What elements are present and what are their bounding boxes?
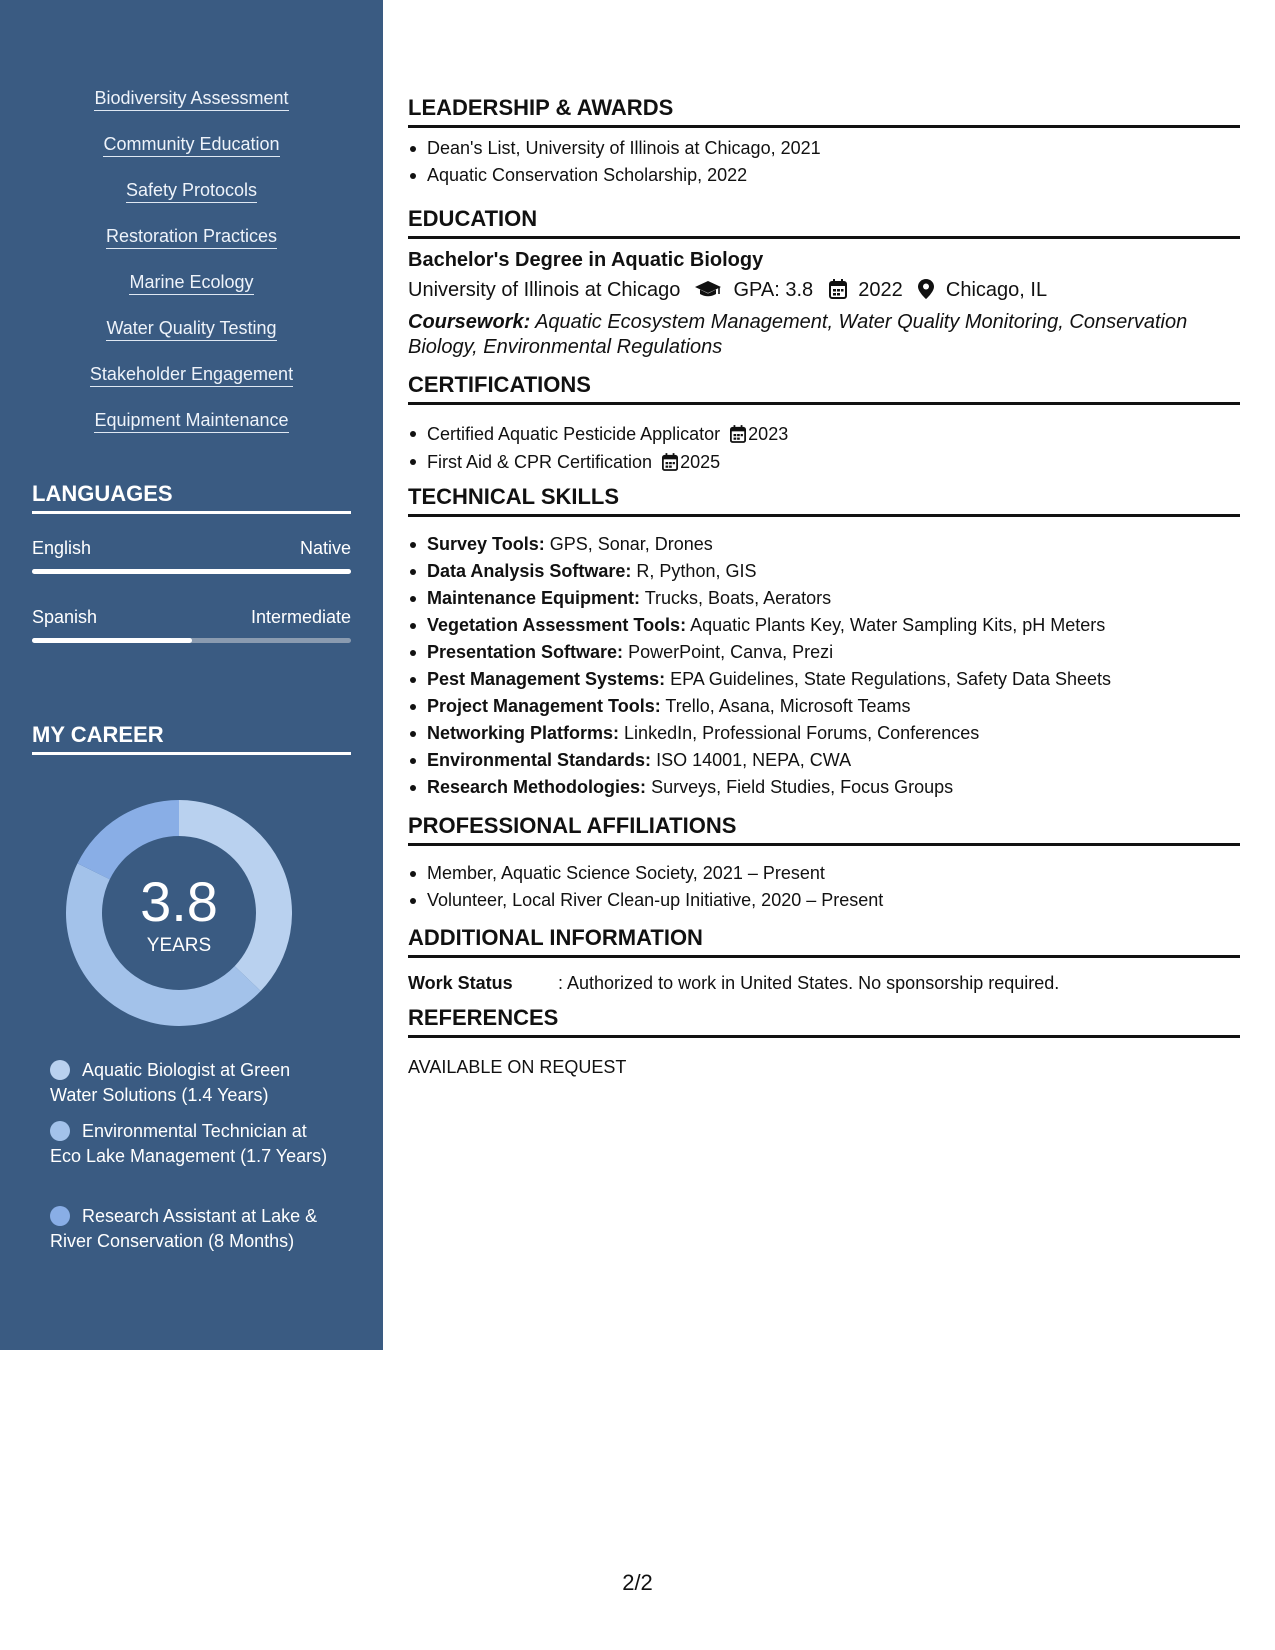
skills-list: [0, 86, 383, 454]
education-details: [408, 279, 1047, 302]
skill-item: Marine Ecology: [129, 270, 253, 295]
skill-value: Aquatic Plants Key, Water Sampling Kits, pH Meters: [690, 615, 1106, 635]
affiliations-list: [408, 860, 1240, 914]
additional-info-heading: ADDITIONAL INFORMATION: [408, 924, 1240, 958]
language-name: English: [32, 538, 92, 558]
skill-label: Environmental Standards:: [427, 750, 652, 770]
legend-dot: [50, 1121, 70, 1141]
skill-item: Community Education: [103, 132, 279, 157]
skill-value: Trucks, Boats, Aerators: [644, 588, 832, 608]
degree-title: Bachelor's Degree in Aquatic Biology: [408, 249, 764, 271]
page-number: 2/2: [622, 1570, 653, 1595]
list-item: Member, Aquatic Science Society, 2021 – Present: [408, 860, 1240, 887]
skill-item: Restoration Practices: [106, 224, 277, 249]
work-status-label: Work Status: [408, 973, 513, 993]
career-heading: MY CAREER: [32, 722, 351, 755]
list-item: [408, 693, 1240, 720]
list-item: [408, 531, 1240, 558]
skill-item: Water Quality Testing: [106, 316, 276, 341]
language-level: Native: [299, 538, 351, 558]
education-heading: EDUCATION: [408, 205, 1240, 239]
list-item: [408, 639, 1240, 666]
skill-item: Biodiversity Assessment: [94, 86, 288, 111]
career-unit: YEARS: [146, 935, 212, 956]
sidebar: [0, 0, 383, 1350]
coursework: [408, 310, 1240, 360]
skill-item: Stakeholder Engagement: [90, 362, 293, 387]
list-item: [408, 558, 1240, 585]
technical-skills-list: [408, 531, 1240, 801]
donut-center: [66, 800, 292, 1026]
calendar-icon: [652, 452, 680, 472]
skill-label: Presentation Software:: [427, 642, 624, 662]
location-pin-icon: [918, 279, 940, 301]
career-item-label: Research Assistant at Lake & River Conservation (8 Months): [50, 1206, 318, 1251]
references-value: AVAILABLE ON REQUEST: [408, 1057, 627, 1077]
language-name: Spanish: [32, 607, 98, 627]
language-row: [32, 607, 351, 628]
certifications-list: [408, 420, 1240, 476]
leadership-heading: LEADERSHIP & AWARDS: [408, 94, 1240, 128]
legend-dot: [50, 1206, 70, 1226]
skill-value: PowerPoint, Canva, Prezi: [628, 642, 834, 662]
career-total: 3.8: [140, 870, 218, 933]
list-item: Volunteer, Local River Clean-up Initiative, 2020 – Present: [408, 887, 1240, 914]
skill-label: Survey Tools:: [427, 534, 545, 554]
languages-heading: LANGUAGES: [32, 481, 351, 514]
skill-value: LinkedIn, Professional Forums, Conferences: [624, 723, 980, 743]
list-item: [408, 420, 1240, 448]
list-item: [408, 448, 1240, 476]
technical-skills-heading: TECHNICAL SKILLS: [408, 483, 1240, 517]
coursework-value: Aquatic Ecosystem Management, Water Quality Monitoring, Conservation Biology, Environmental Regulations: [408, 311, 1188, 358]
list-item: [408, 666, 1240, 693]
location: Chicago, IL: [945, 279, 1048, 301]
language-row: [32, 538, 351, 559]
work-status-value: : Authorized to work in United States. No sponsorship required.: [558, 973, 1060, 993]
career-item-label: Aquatic Biologist at Green Water Solutions (1.4 Years): [50, 1060, 291, 1105]
calendar-icon: [829, 279, 853, 301]
skill-label: Vegetation Assessment Tools:: [427, 615, 687, 635]
list-item: [408, 612, 1240, 639]
skill-item: Safety Protocols: [126, 178, 257, 203]
language-bar: [32, 638, 351, 643]
language-bar: [32, 569, 351, 574]
skill-label: Data Analysis Software:: [427, 561, 632, 581]
career-item-label: Environmental Technician at Eco Lake Management (1.7 Years): [50, 1121, 328, 1166]
cert-year: 2025: [680, 452, 721, 472]
cert-name: First Aid & CPR Certification: [427, 452, 653, 472]
affiliations-heading: PROFESSIONAL AFFILIATIONS: [408, 812, 1240, 846]
career-item: [50, 1058, 335, 1107]
skill-label: Project Management Tools:: [427, 696, 661, 716]
career-item: [50, 1204, 335, 1253]
skill-label: Networking Platforms:: [427, 723, 620, 743]
school-name: University of Illinois at Chicago: [408, 279, 681, 301]
graduation-cap-icon: [694, 279, 728, 301]
skill-item: Equipment Maintenance: [94, 408, 288, 433]
list-item: Dean's List, University of Illinois at Chicago, 2021: [408, 135, 1240, 162]
language-bar-fill: [32, 638, 192, 643]
work-status: [408, 973, 1059, 994]
legend-dot: [50, 1060, 70, 1080]
list-item: [408, 747, 1240, 774]
skill-value: ISO 14001, NEPA, CWA: [656, 750, 852, 770]
list-item: [408, 720, 1240, 747]
skill-value: Trello, Asana, Microsoft Teams: [665, 696, 911, 716]
graduation-year: 2022: [858, 279, 903, 301]
references-heading: REFERENCES: [408, 1004, 1240, 1038]
cert-year: 2023: [748, 424, 789, 444]
language-level: Intermediate: [250, 607, 351, 627]
skill-label: Maintenance Equipment:: [427, 588, 641, 608]
skill-value: GPS, Sonar, Drones: [549, 534, 713, 554]
skill-label: Pest Management Systems:: [427, 669, 666, 689]
skill-value: EPA Guidelines, State Regulations, Safety Data Sheets: [670, 669, 1112, 689]
list-item: [408, 774, 1240, 801]
gpa: GPA: 3.8: [733, 279, 814, 301]
calendar-icon: [720, 424, 748, 444]
coursework-label: Coursework:: [408, 311, 531, 333]
career-item: [50, 1119, 335, 1168]
certifications-heading: CERTIFICATIONS: [408, 371, 1240, 405]
career-donut-chart: [66, 800, 292, 1026]
cert-name: Certified Aquatic Pesticide Applicator: [427, 424, 721, 444]
list-item: Aquatic Conservation Scholarship, 2022: [408, 162, 1240, 189]
language-bar-fill: [32, 569, 351, 574]
leadership-list: [408, 135, 1240, 189]
skill-value: R, Python, GIS: [636, 561, 757, 581]
list-item: [408, 585, 1240, 612]
skill-value: Surveys, Field Studies, Focus Groups: [651, 777, 954, 797]
skill-label: Research Methodologies:: [427, 777, 647, 797]
